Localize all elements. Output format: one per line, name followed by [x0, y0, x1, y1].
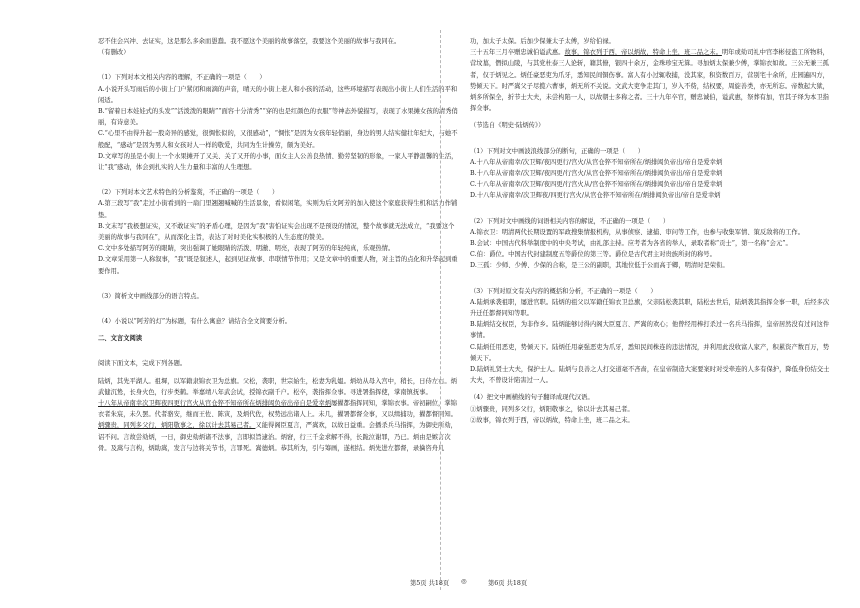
passage-text: 陆炳，其先平湖人。祖墀，以军籍隶锦衣卫为总旗。父松，袭职，世宗始生，松妻为乳媪。炳幼从母入宫中，稍长，日侍左右。炳武健沉鸷，长身火色，行步类鹤。举嘉靖八年武会试，授锦衣副千户。松卒，袭指挥佥事。寻进署指挥使，掌南镇抚事。	[98, 377, 457, 396]
page-number-right: 第6页 共18页	[488, 580, 528, 587]
question-3: （3）简析文中画线部分的语言特点。	[98, 292, 203, 300]
passage-text: 又能得阁臣夏言，严嵩欢，以故日益重。会播杀兵马指挥，为御史所劾，诏不问。言故尝劾炳，一日，御史劾炳诸不法事，言即拟旨逮治。炳窘，行三千金求解不得，长跪泣谢罪，乃已。炳由是嫉言次骨。及嵩与言构，炳助嵩，发言与边将关节书，言罪死。嵩德炳。恭其所为，引与筹画，遂相结。炳先进左都督，录擒咨舟几	[98, 422, 457, 452]
option-c: C.“心里不由得升起一股奇异的感觉，很惆怅似的，又很感动”，“惆怅”是因为女孩年轻俏丽，身边的男人结实健壮年纪大，与她不般配，“感动”是因为男人和女孩对人一样的敬爱，共同为生计操劳，颇为美好。	[98, 130, 458, 149]
binding-mark: ◎	[461, 578, 467, 585]
option-c: C.文中多处描写阿芳的眼睛，突出强调了她眼睛的活泼、明澈、明亮，表现了阿芳的年轻纯真，乐观热情。	[98, 245, 395, 253]
question-stem: （2）下列对文中画线的词语相关内容的解说，不正确的一项是（ ）	[470, 217, 670, 225]
question-3	[470, 286, 830, 387]
option-a: A.第三段写“我”走过小街看到的一扇门里翘翘喊喊的生活景象，看似闲笔，实则为后文阿芳的加入使这个家庭获得生机和活力作铺垫。	[98, 200, 458, 219]
underlined-sentence-2: 故事，锦衣列于西，帝以炳故，特命上坐，班二品之末。	[564, 49, 722, 57]
option-b: B.“留着日本娃娃式的头发”“活泼泼的眼睛”“面容十分清秀”“穿的也是红颜色的衣服”等神态外貌描写，表现了水果摊女孩的清秀俏丽，有诗意美。	[98, 108, 458, 127]
question-stem: （1）下列对本文相关内容的理解，不正确的一项是（ ）	[98, 74, 266, 82]
left-page	[98, 36, 458, 454]
classical-passage-cont	[98, 398, 458, 454]
passage-continuation-2	[470, 47, 830, 114]
wavy-underlined-sentence: 十八年从帝南幸次卫辉夜四更行宫火从官仓猝不知帝所在炳排闼负帝出帝自是爱幸炳	[98, 400, 331, 408]
section-heading: 二、文言文阅读	[98, 335, 143, 343]
option-c: C.伯：爵位。中国古代封建制度五等爵位的第三等。爵位是古代君主对贵族所封的称号。	[470, 251, 716, 259]
passage-text: 三十五年三月卒赠忠诚伯谥武惠。	[470, 49, 565, 57]
question-2	[470, 216, 830, 272]
option-d: D.文章写的虽是小街上一个水果摊开了又关、关了又开的小事，面女主人公善良热情、勤劳坚韧的形象，一家人平静温馨的生活，让“我”感动，体会到扎实的人生力量和丰富的人生理想。	[98, 152, 458, 172]
question-1	[98, 72, 458, 173]
passage-text: 明年或劾司礼中官李彬侵盗工所物料，营坟墓，僭拟山陵，与其党杜泰三人论斩，籍其僚，银四十余万，金珠珍宝无算。寻加炳太保兼少傅，掌锦衣如故。三公无兼三孤者，仅于炳见之。炳任豪恶吏为爪牙，悉知民间铜伤事。富人有小过辄收捕，没其家，积资数百万，营别宅十余所，庄园遍四方，势倾天下。时严嵩父子尽揽六曹事，炳无所不关说。文武大吏争走其门，岁入不赀，结权要，周旋善类，亦无所忘。帝数起大狱，炳多所保全，折节士大夫，未尝构陷一人，以故朝士多称之者。三十九年卒官，赠忠诚伯，谥武惠，祭葬有加，官其子绎为本卫指挥佥事。	[470, 49, 829, 113]
question-1	[470, 146, 830, 202]
source-note: （有删改）	[98, 49, 130, 57]
question-stem: （3）下列对原文有关内容的概括和分析，不正确的一项是（ ）	[470, 287, 657, 295]
option-a: A.小说开头写雨后的小街上门户紧闭和雨滴的声音，晴天的小街上老人和小孩的活动，这些环境描写表现出小街上人们生活的平和闲适。	[98, 85, 458, 104]
page-divider	[440, 30, 441, 590]
option-d: D.文章采用第一人称叙事，“我”既是叙述人，起到见证故事、串联情节作用；又是文章中的重要人物，对主旨的点化和升华起到重要作用。	[98, 256, 458, 275]
passage-continuation: 功，加太子太保。后加少保兼太子太傅，岁给伯禄。	[470, 38, 615, 45]
question-stem: （1）下列对文中画波浪线部分的断句，正确的一项是（ ）	[470, 147, 645, 155]
option-b: B.陆炳结交权臣，为非作乡。陆炳能够讨得内阁大臣夏言、严嵩的欢心；他曾经用棒打杀过一名兵马指挥，皇帝居然没有过问这件事情。	[470, 321, 830, 340]
classical-passage	[98, 376, 458, 398]
story-ending	[98, 36, 458, 58]
option-b: B.文末写“我极想证实，又不敢证实”的矛盾心理，是因为“我”害怕证实会出现不是预设的情况，整个故事就无法成立，“我要这个美丽的故事与我同在”，从而深化主旨，表达了对时美化实积极的人生态度的赞美。	[98, 222, 455, 242]
question-4: （4）小说以“阿芳的灯”为标题，有什么寓意？请结合全文简要分析。	[98, 318, 292, 326]
option-a: A.锦衣卫：明清两代长期设置的军政搜集情报机构，从事侦察、逮捕、审问等工作，也参与收集军情、策反敌将的工作。	[470, 228, 804, 236]
option-d: D.十八年从帝南幸/次卫辉夜/四更行宫火/从官仓猝不知帝所在/炳排闼负帝出/帝自是爱幸炳	[470, 192, 721, 200]
passage-text: 屡擢都指挥同知，掌锦衣事。帝初嗣位，掌锦衣者朱宸，未久罢。代者骆安，继而王佐、陈寅，及炳代佐，权势远出诸人上。未几，擢署都督佥事，又以缉捕功，擢都督同知。	[98, 400, 457, 419]
option-c: C.陆炳任用恶吏，势倾天下。陆炳任用豪强恶吏为爪牙，悉知民间株连的违法情况，并利用此没收富人家产，积累资产数百万，势倾天下。	[470, 343, 830, 362]
translation-item-1: ①炳骤贵，同列多父行，炳阳敬事之，徐以计去其易己者。	[470, 405, 634, 413]
question-2	[98, 187, 458, 277]
option-b: B.十八年从帝南幸/次卫辉/夜四更/行宫火/从官仓猝不知帝所在/炳排闼负帝出/帝自是爱幸炳	[470, 170, 723, 178]
question-stem: （2）下列对本文艺术特色的分析鉴赏，不正确的一项是（ ）	[98, 189, 279, 197]
translation-item-2: ②故事，锦衣列于西，帝以炳故，特命上坐，班二品之末。	[470, 416, 634, 424]
passage-source: （节选自《明史·陆炳传》）	[470, 122, 545, 130]
option-a: A.十八年从帝南幸/次卫辉/夜四更行/宫火/从官仓猝不知帝所在/炳排闼负帝出/帝自是爱幸炳	[470, 158, 723, 166]
page-number-left: 第5页 共18页	[410, 580, 450, 587]
option-d: D.三孤：少师、少傅、少保的合称，是三公的副职，其地位低于公而高于卿，明清时是荣衔。	[470, 262, 729, 270]
right-page	[470, 36, 830, 432]
option-c: C.十八年从帝南幸/次卫辉/夜四更/行宫火从/官仓猝不知帝所在/炳排闼负帝出/帝自是爱幸炳	[470, 181, 723, 189]
reading-prompt: 阅读下面文本，完成下列各题。	[98, 360, 187, 368]
underlined-sentence-1: 炳骤贵，同列多父行，炳阳敬事之，徐以计去其易己者。	[98, 422, 256, 430]
story-ending-text: 忍不住会兴冲、去证实，这是那么多余而愚蠢。我不愿这个美丽的故事落空，我要这个美丽的故事与我同在。	[98, 38, 401, 45]
question-4	[470, 392, 830, 426]
option-d: D.陆炳礼贤士大夫，保护士人。陆炳与良善之人打交道毫不吝啬，在皇帝制造大案要案时对受牵连的人多有保护，降低身份结交士大夫，不曾设计陷害过一人。	[470, 366, 830, 385]
question-stem: （4）把文中画横线的句子翻译成现代汉语。	[470, 394, 594, 402]
option-a: A.陆炳承袭祖职，屡进官职。陆炳的祖父以军籍任锦衣卫总旗，父亲陆松袭其职，陆松去世后，陆炳袭其指挥佥事一职，后经多次升迁任都督同知等职。	[470, 298, 830, 318]
option-b: B.会试：中国古代科举制度中的中央考试，由礼部主持。应考者为各省的举人，录取者称“贡士”，第一名称“会元”。	[470, 240, 792, 248]
